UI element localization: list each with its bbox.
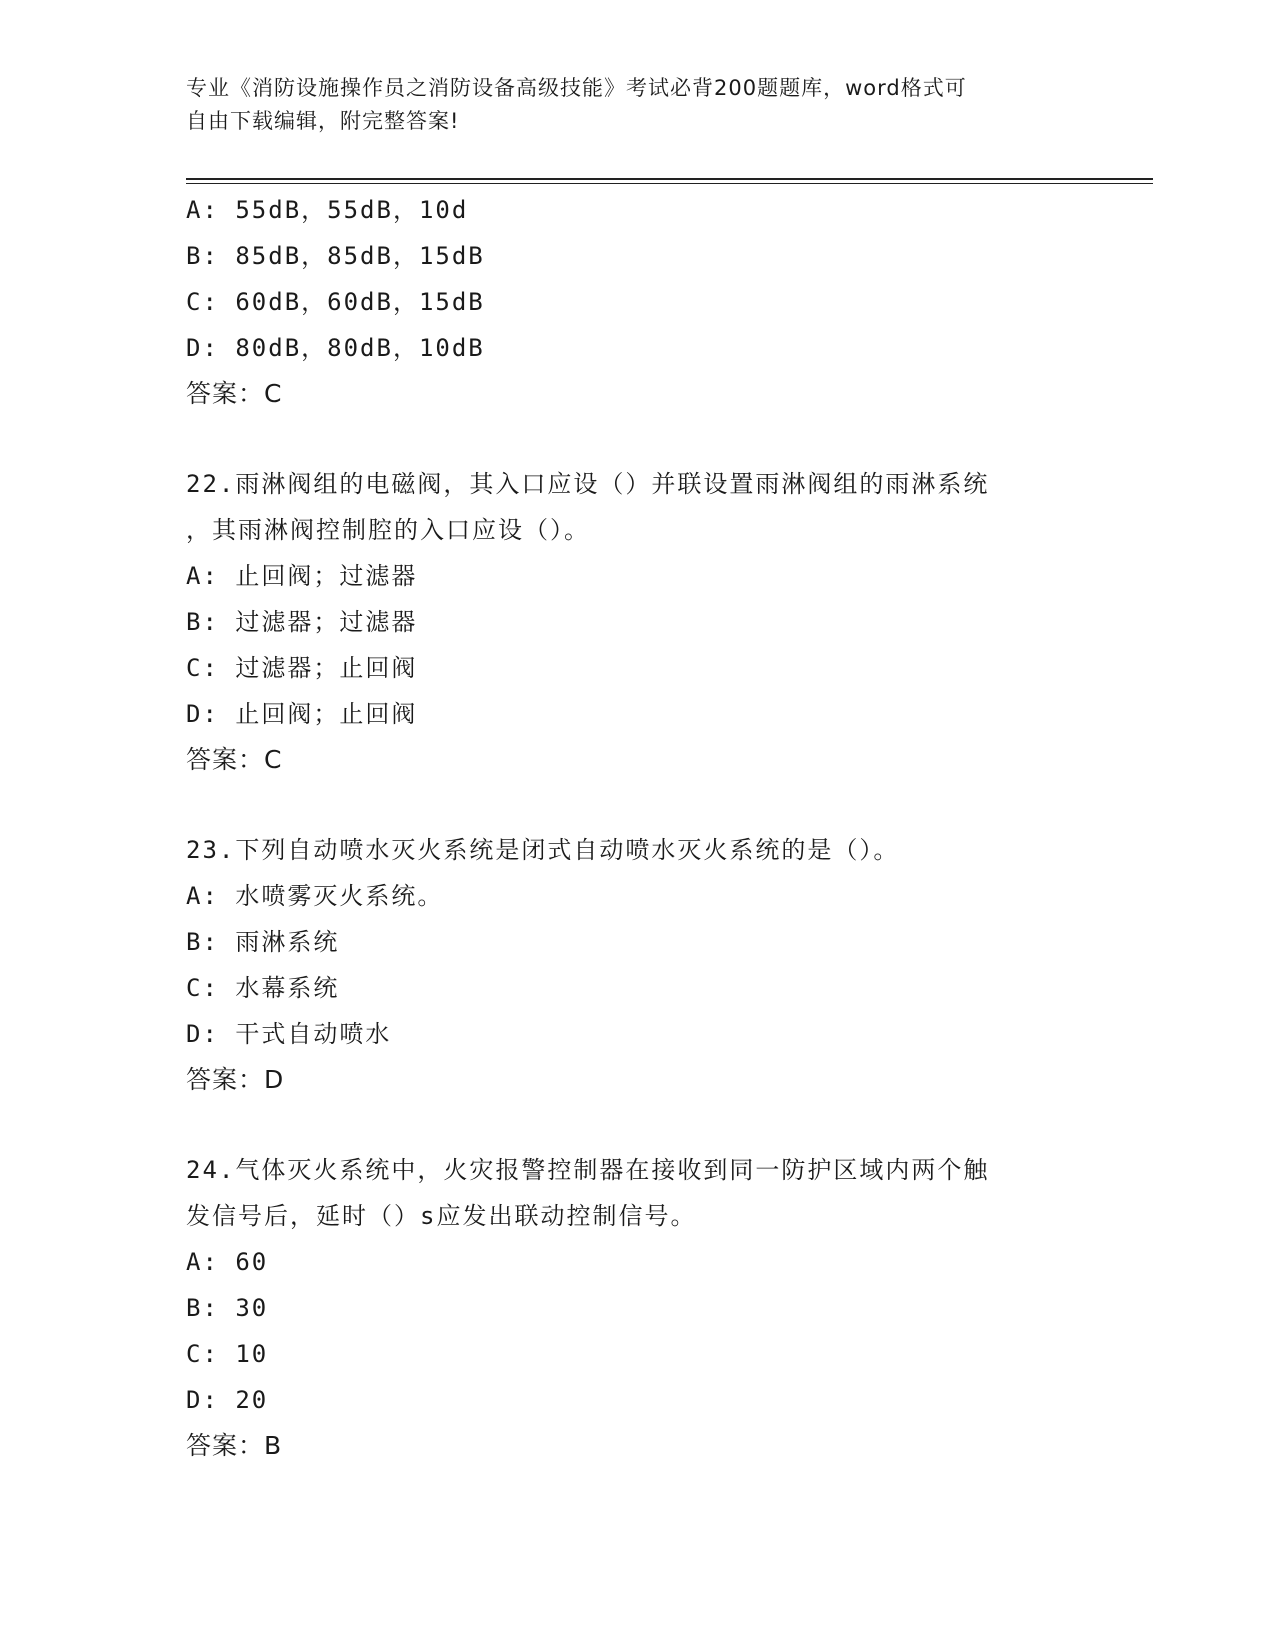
option-d: D: 干式自动喷水 [186, 1020, 392, 1048]
option-b: B: 雨淋系统 [186, 928, 340, 956]
header-divider-thick [186, 178, 1153, 180]
option-a: A: 水喷雾灭火系统。 [186, 882, 444, 910]
question-23 [186, 827, 1086, 1103]
question-24 [186, 1147, 1086, 1469]
option-a: A: 止回阀；过滤器 [186, 562, 418, 590]
header-divider-thin [186, 183, 1153, 184]
question-stem: 23.下列自动喷水灭火系统是闭式自动喷水灭火系统的是（）。 [186, 836, 900, 864]
option-a: A: 55dB，55dB，10d [186, 196, 469, 224]
option-c: C: 10 [186, 1340, 269, 1368]
answer: 答案：B [186, 1431, 283, 1460]
option-c: C: 过滤器；止回阀 [186, 654, 418, 682]
option-a: A: 60 [186, 1248, 269, 1276]
question-stem: 22.雨淋阀组的电磁阀，其入口应设（）并联设置雨淋阀组的雨淋系统 [186, 470, 990, 498]
question-stem: 24.气体灭火系统中，火灾报警控制器在接收到同一防护区域内两个触 [186, 1156, 990, 1184]
option-d: D: 80dB，80dB，10dB [186, 334, 485, 362]
question-list [186, 187, 1086, 1469]
option-d: D: 止回阀；止回阀 [186, 700, 418, 728]
option-d: D: 20 [186, 1386, 269, 1414]
document-header [186, 72, 1086, 138]
option-b: B: 85dB，85dB，15dB [186, 242, 485, 270]
question-stem-continued: 发信号后，延时（）s应发出联动控制信号。 [186, 1202, 697, 1230]
header-line-1: 专业《消防设施操作员之消防设备高级技能》考试必背200题题库，word格式可 [186, 76, 967, 100]
option-b: B: 过滤器；过滤器 [186, 608, 418, 636]
answer: 答案：D [186, 1065, 285, 1094]
answer: 答案：C [186, 379, 283, 408]
question-21 [186, 187, 1086, 417]
question-22 [186, 461, 1086, 783]
option-c: C: 水幕系统 [186, 974, 340, 1002]
spacer [186, 1103, 1086, 1147]
spacer [186, 417, 1086, 461]
header-line-2: 自由下载编辑，附完整答案! [186, 109, 460, 133]
answer: 答案：C [186, 745, 283, 774]
option-b: B: 30 [186, 1294, 269, 1322]
option-c: C: 60dB，60dB，15dB [186, 288, 485, 316]
spacer [186, 783, 1086, 827]
question-stem-continued: ，其雨淋阀控制腔的入口应设（）。 [186, 516, 590, 544]
